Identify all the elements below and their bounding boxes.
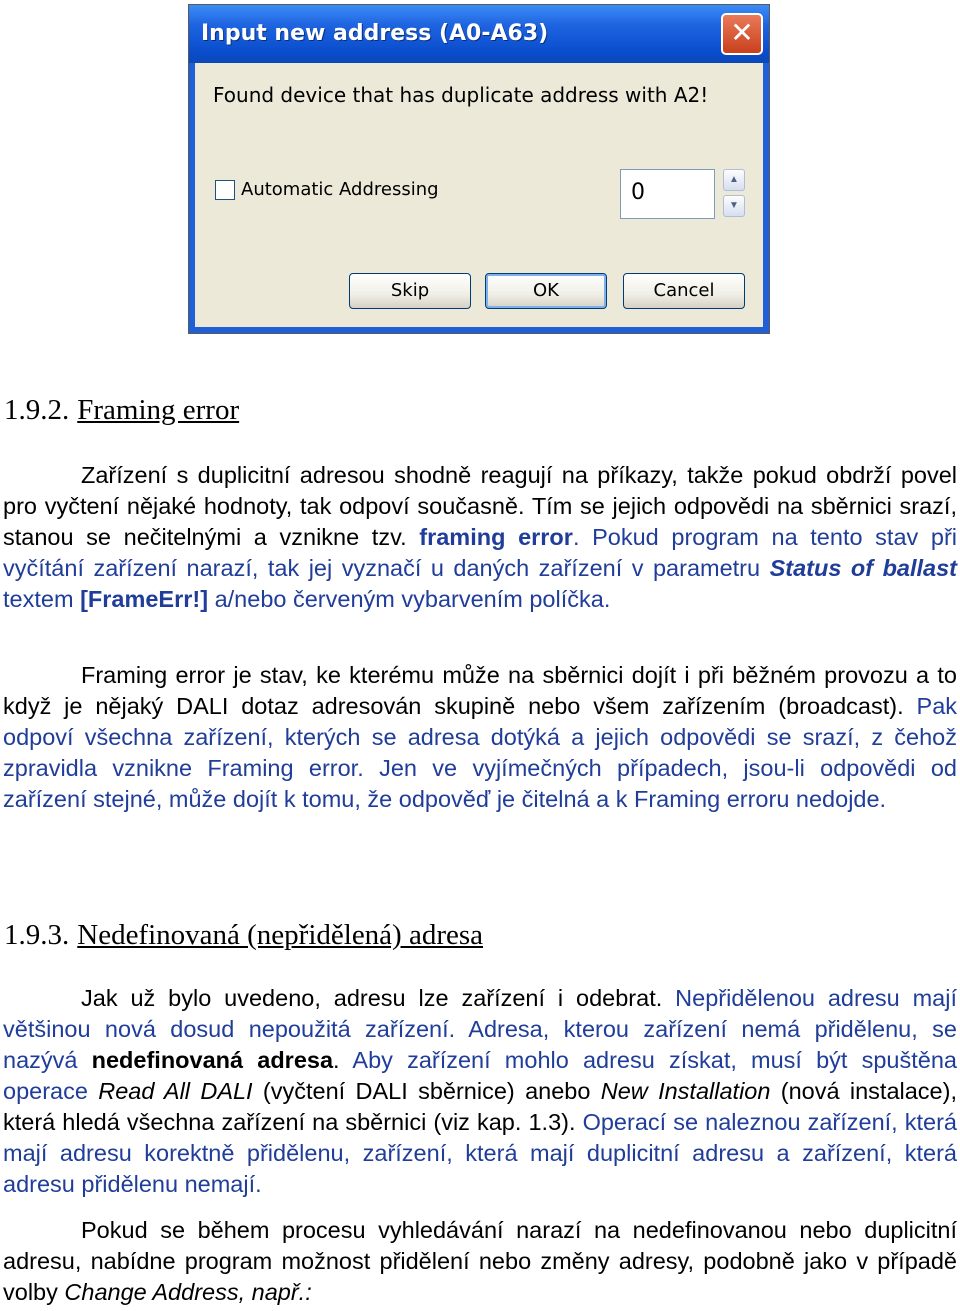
automatic-addressing-label[interactable]: Automatic Addressing [241, 179, 439, 200]
dialog-title: Input new address (A0-A63) [201, 21, 549, 46]
frameerr-term: [FrameErr!] [80, 586, 209, 612]
dialog-body [195, 63, 763, 327]
status-of-ballast-term: Status of ballast [769, 555, 958, 581]
dialog-message: Found device that has duplicate address with A2! [213, 83, 709, 107]
ok-button[interactable]: OK [485, 273, 607, 309]
address-input[interactable]: 0 [620, 169, 715, 219]
cancel-button[interactable]: Cancel [623, 273, 745, 309]
close-icon[interactable]: ✕ [721, 13, 763, 55]
change-address-term: Change Address, např.: [64, 1279, 312, 1305]
undefined-address-term: nedefinovaná adresa [91, 1047, 334, 1073]
section-title: Framing error [77, 394, 240, 426]
section-title: Nedefinovaná (nepřidělená) adresa [77, 919, 484, 951]
framing-error-term: framing error [419, 524, 573, 550]
section-number: 1.9.2. [4, 394, 70, 426]
skip-button[interactable]: Skip [349, 273, 471, 309]
paragraph-undefined-2: Pokud se během procesu vyhledávání narazí na nedefinovanou nebo duplicitní adresu, nabídne program možnost přidělení nebo změny adresy, podobně jako v případě volby Change Address, např.: [3, 1217, 957, 1305]
section-heading-framing-error [4, 394, 239, 427]
spin-down-icon[interactable]: ▼ [723, 195, 745, 217]
spin-up-icon[interactable]: ▲ [723, 169, 745, 191]
new-installation-term: New Installation [600, 1078, 771, 1104]
paragraph-undefined-1: Jak už bylo uvedeno, adresu lze zařízení i odebrat. Nepřidělenou adresu mají většinou nová dosud nepoužitá zařízení. Adresa, kterou zařízení nemá přidělenu, se nazývá nedefinovaná adresa. Aby zařízení mohlo adresu získat, musí být spuštěna operace Read All DALI (vyčtení DALI sběrnice) anebo New Installation (nová instalace), která hledá všechna zařízení na sběrnici (viz kap. 1.3). Operací se naleznou zařízení, která mají adresu korektně přidělenu, zařízení, která mají duplicitní adresu a zařízení, která adresu přidělenu nemají. [3, 985, 958, 1197]
dialog-title-bar [189, 5, 769, 63]
paragraph-framing-1: Zařízení s duplicitní adresou shodně reagují na příkazy, takže pokud obdrží povel pro vyčtení nějaké hodnoty, tak odpoví současně. Tím se jejich odpovědi na sběrnici srazí, stanou se nečitelnými a vznikne tzv. framing error. Pokud program na tento stav při vyčítání zařízení narazí, tak jej vyznačí u daných zařízení v parametru Status of ballast textem [FrameErr!] a/nebo červeným vybarvením políčka. [3, 462, 958, 612]
paragraph-framing-2: Framing error je stav, ke kterému může na sběrnici dojít i při běžném provozu a to když je nějaký DALI dotaz adresován skupině nebo všem zařízením (broadcast). Pak odpoví všechna zařízení, kterých se adresa dotýká a jejich odpovědi se srazí, z čehož zpravidla vznikne Framing error. Jen ve vyjímečných případech, jsou-li odpovědi od zařízení stejné, může dojít k tomu, že odpověď je čitelná a k Framing erroru nedojde. [3, 662, 958, 812]
automatic-addressing-checkbox[interactable] [215, 180, 235, 200]
read-all-dali-term: Read All DALI [98, 1078, 253, 1104]
section-number: 1.9.3. [4, 919, 70, 951]
section-heading-undefined-address [4, 919, 483, 952]
automatic-addressing-row [215, 179, 439, 200]
input-address-dialog [188, 4, 770, 334]
